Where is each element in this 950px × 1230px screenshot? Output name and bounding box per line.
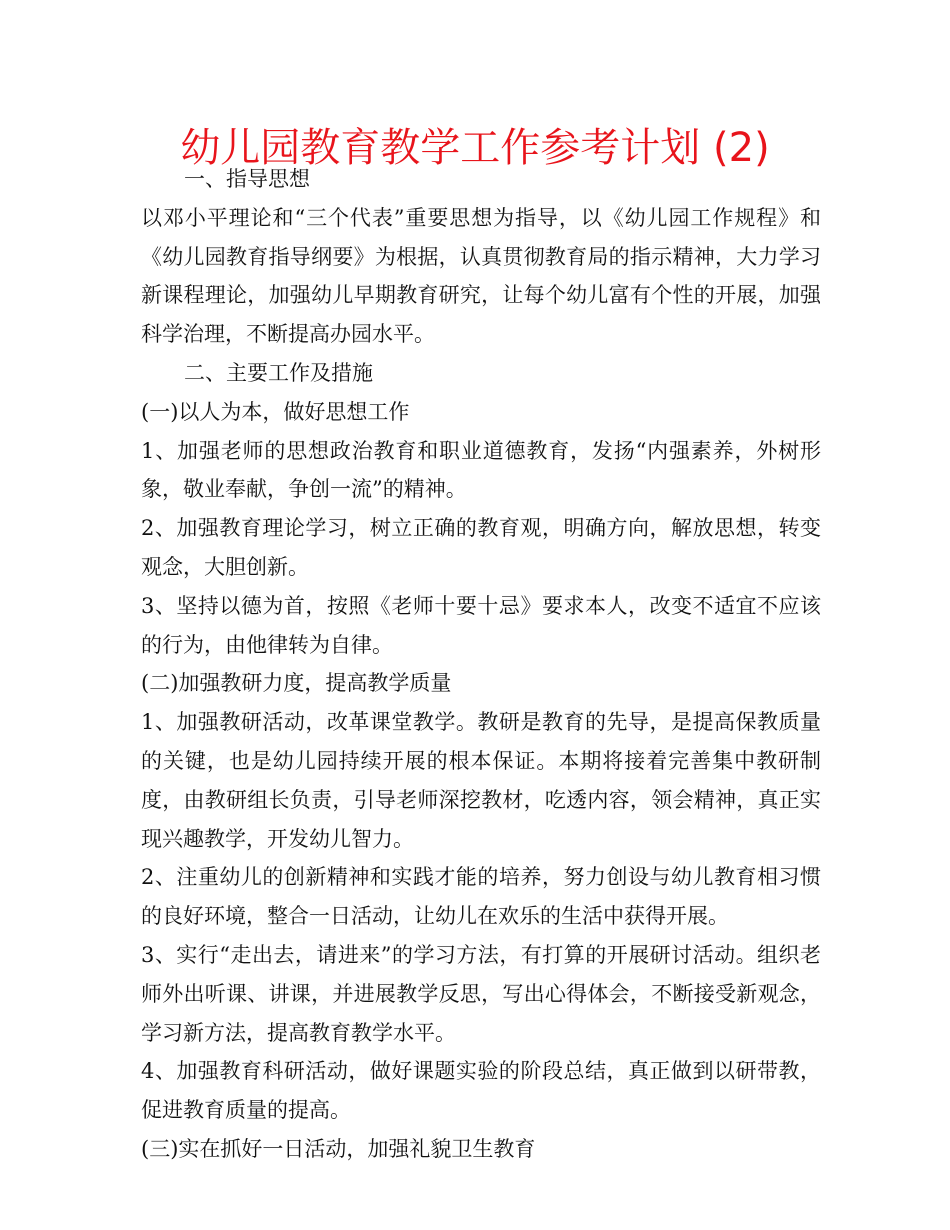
subsection-heading-teaching-research: (二)加强教研力度，提高教学质量 — [141, 671, 452, 696]
paragraph-item-1-3: 3、坚持以德为首，按照《老师十要十忌》要求本人，改变不适宜不应该的行为，由他律转为自律。 — [141, 593, 821, 657]
paragraph-item-2-3: 3、实行“走出去，请进来”的学习方法，有打算的开展研讨活动。组织老师外出听课、讲课，并进展教学反思，写出心得体会，不断接受新观念，学习新方法，提高教育教学水平。 — [141, 942, 821, 1045]
paragraph-guiding-thought: 以邓小平理论和“三个代表”重要思想为指导，以《幼儿园工作规程》和《幼儿园教育指导纲要》为根据，认真贯彻教育局的指示精神，大力学习新课程理论，加强幼儿早期教育研究，让每个幼儿富有个性的开展，加强科学治理，不断提高办园水平。 — [141, 205, 821, 347]
subsection-heading-daily-activities: (三)实在抓好一日活动，加强礼貌卫生教育 — [141, 1136, 536, 1161]
paragraph-item-2-4: 4、加强教育科研活动，做好课题实验的阶段总结，真正做到以研带教，促进教育质量的提高。 — [141, 1059, 821, 1123]
document-body — [141, 160, 821, 1169]
paragraph-item-2-1: 1、加强教研活动，改革课堂教学。教研是教育的先导，是提高保教质量的关键，也是幼儿园持续开展的根本保证。本期将接着完善集中教研制度，由教研组长负责，引导老师深挖教材，吃透内容，领会精神，真正实现兴趣教学，开发幼儿智力。 — [141, 710, 821, 851]
paragraph-item-1-2: 2、加强教育理论学习，树立正确的教育观，明确方向，解放思想，转变观念，大胆创新。 — [141, 516, 821, 579]
paragraph-item-2-2: 2、注重幼儿的创新精神和实践才能的培养，努力创设与幼儿教育相习惯的良好环境，整合一日活动，让幼儿在欢乐的生活中获得开展。 — [141, 865, 821, 929]
subsection-heading-people-oriented: (一)以人为本，做好思想工作 — [141, 399, 410, 424]
document-title: 幼儿园教育教学工作参考计划 (2) — [180, 125, 770, 171]
paragraph-item-1-1: 1、加强老师的思想政治教育和职业道德教育，发扬“内强素养，外树形象，敬业奉献，争创一流”的精神。 — [141, 438, 821, 502]
section-heading-main-work: 二、主要工作及措施 — [184, 360, 373, 385]
section-heading-guiding-thought: 一、指导思想 — [184, 167, 310, 191]
